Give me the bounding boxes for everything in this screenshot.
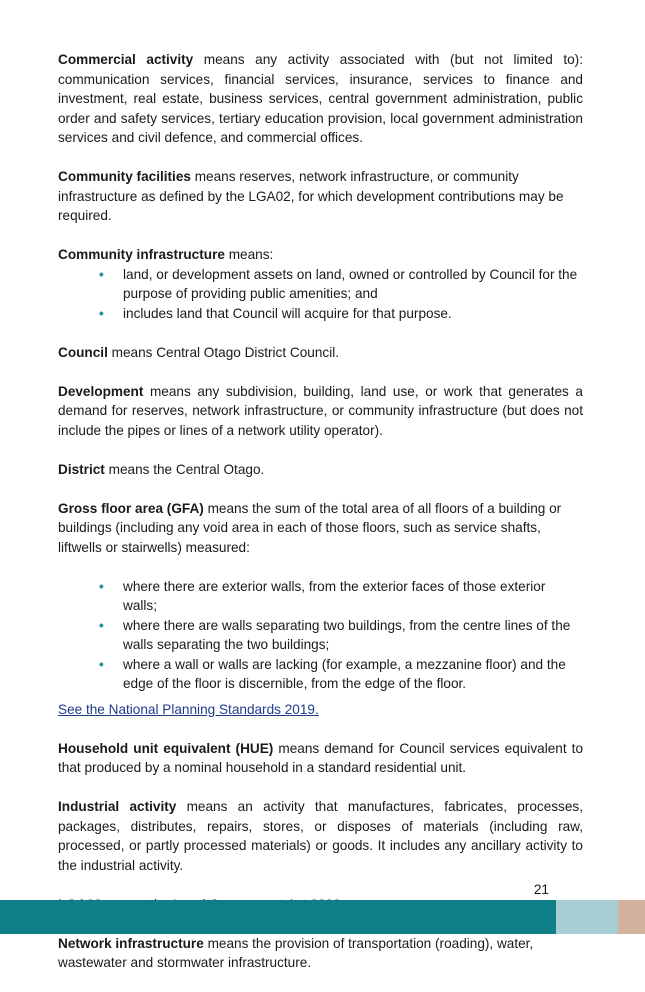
bullet-icon: •	[99, 305, 104, 321]
definition-term: Industrial activity	[58, 799, 177, 814]
definition-text: means an activity that manufactures, fabricates, processes, packages, distributes, repairs, stores, or disposes of materials (including raw, processed, or partly processed materials) or goods. It includes any ancillary activity to the industrial activity.	[58, 799, 583, 873]
definition-text: means the sum of the total area of all floors of a building or buildings (including any void area in each of those floors, such as service shafts, liftwells or stairwells) measured:	[58, 500, 562, 555]
national-planning-standards-link[interactable]: See the National Planning Standards 2019.	[58, 701, 319, 717]
community-infrastructure-list	[58, 265, 583, 324]
footer-tan-segment	[618, 900, 645, 934]
definition-term: Council	[58, 344, 108, 360]
definition-text: means Central Otago District Council.	[107, 344, 340, 360]
definition-term: Community facilities	[58, 169, 191, 184]
definition-text: means the Central Otago.	[104, 461, 265, 477]
definition-term: Gross floor area (GFA)	[58, 500, 204, 516]
definition-industrial-activity	[58, 797, 583, 875]
definition-text: means:	[224, 247, 274, 262]
definition-term: Network infrastructure	[58, 935, 204, 951]
document-body	[58, 50, 583, 992]
definition-term: Commercial activity	[58, 52, 194, 67]
list-item-text: where there are exterior walls, from the exterior faces of those exterior walls;	[123, 578, 546, 613]
list-item	[99, 655, 583, 694]
list-item-text: where a wall or walls are lacking (for example, a mezzanine floor) and the edge of the floor is discernible, from the edge of the floor.	[123, 656, 566, 691]
footer-teal-segment	[0, 900, 556, 934]
definition-text: means reserves, network infrastructure, or community infrastructure as defined by the LGA02, for which development contributions may be required.	[58, 169, 564, 223]
gross-floor-area-list	[58, 577, 583, 694]
list-item	[99, 577, 583, 616]
definition-text: means any subdivision, building, land use, or work that generates a demand for reserves, network infrastructure, or community infrastructure (but does not include the pipes or lines of a network utility operator).	[58, 383, 583, 438]
national-planning-standards-link-paragraph	[58, 700, 583, 720]
definition-council	[58, 343, 583, 363]
definition-text: means any activity associated with (but not limited to): communication services, financial services, insurance, services to finance and investment, real estate, business services, central government administration, public order and safety services, tertiary education provision, local government administration services and civil defence, and commercial offices.	[58, 52, 583, 145]
definition-gross-floor-area	[58, 499, 583, 558]
definition-term: Household unit equivalent (HUE)	[58, 740, 274, 756]
definition-term: Community infrastructure	[58, 247, 225, 262]
list-item-text: land, or development assets on land, owned or controlled by Council for the purpose of providing public amenities; and	[123, 266, 578, 301]
bullet-icon: •	[99, 617, 104, 633]
definition-term: District	[58, 461, 105, 477]
definition-household-unit-equivalent	[58, 739, 583, 778]
definition-development	[58, 382, 583, 441]
definition-text: means the provision of transportation (roading), water, wastewater and stormwater infrastructure.	[58, 935, 534, 970]
footer-light-segment	[556, 900, 618, 934]
footer-color-bar	[0, 900, 645, 934]
bullet-icon: •	[99, 266, 104, 282]
list-item-text: includes land that Council will acquire for that purpose.	[123, 305, 452, 321]
definition-network-infrastructure	[58, 934, 583, 973]
list-item	[99, 265, 583, 304]
page-number: 21	[533, 882, 549, 897]
bullet-icon: •	[99, 656, 104, 672]
definition-community-infrastructure	[58, 245, 583, 265]
definition-term: Development	[58, 383, 144, 399]
list-item-text: where there are walls separating two buildings, from the centre lines of the walls separating the two buildings;	[123, 617, 571, 652]
definition-commercial-activity	[58, 50, 583, 148]
definition-district	[58, 460, 583, 480]
bullet-icon: •	[99, 578, 104, 594]
list-item	[99, 616, 583, 655]
definition-community-facilities	[58, 167, 583, 226]
list-item	[99, 304, 583, 324]
definition-text: means demand for Council services equivalent to that produced by a nominal household in a standard residential unit.	[58, 740, 583, 775]
